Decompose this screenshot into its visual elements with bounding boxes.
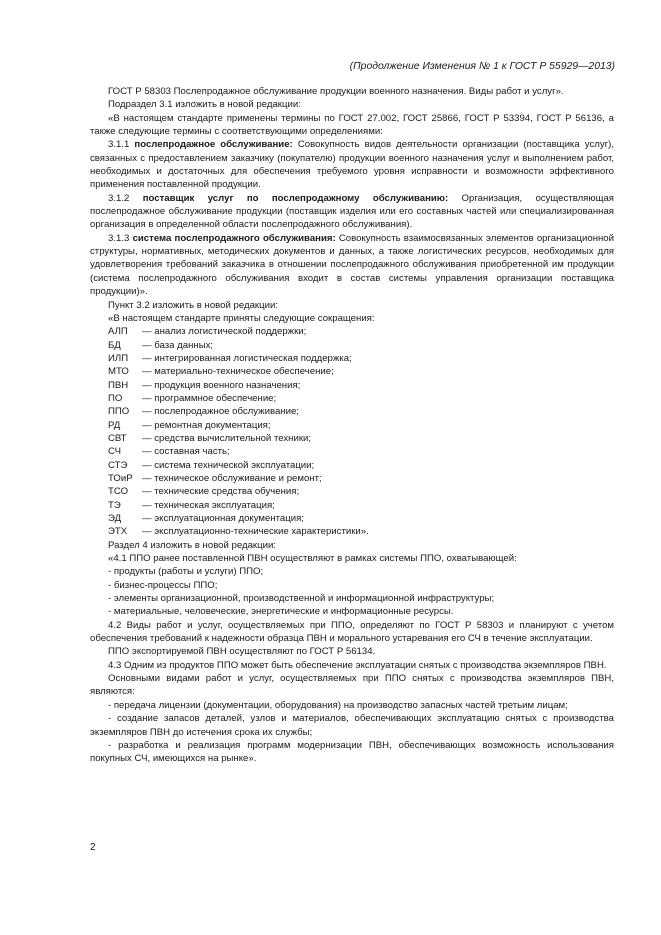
- abbreviation: МТО: [108, 366, 129, 378]
- abbreviation: ЭД: [108, 513, 122, 524]
- abbreviation-definition: — технические средства обучения;: [142, 486, 300, 498]
- paragraph: ГОСТ Р 58303 Послепродажное обслуживание продукции военного назначения. Виды работ и услуг».: [108, 86, 564, 97]
- abbreviation-row: [108, 352, 614, 365]
- abbreviation-definition: — эксплуатационно-технические характеристики».: [142, 526, 369, 538]
- abbreviation-definition: — эксплуатационная документация;: [142, 513, 304, 524]
- abbreviation-row: [108, 339, 614, 352]
- term-3-1-3: [90, 232, 614, 299]
- abbreviation-row: [108, 472, 614, 485]
- paragraph: Основными видами работ и услуг, осуществляемых при ППО снятых с производства экземпляров ПВН, являются:: [90, 673, 614, 698]
- abbreviation: ПВН: [108, 379, 129, 391]
- list-item: - элементы организационной, производственной и информационной инфраструктуры;: [108, 593, 495, 605]
- list-item: - разработка и реализация программ модернизации ПВН, обеспечивающих возможность использования покупных СЧ, имеющихся на рынке».: [90, 739, 614, 765]
- abbreviation: БД: [108, 339, 121, 351]
- abbreviation-definition: — техническая эксплуатация;: [142, 499, 275, 511]
- abbreviation: СТЭ: [108, 459, 128, 471]
- list-item: - материальные, человеческие, энергетические и информационные ресурсы.: [108, 606, 454, 618]
- abbreviation: ТЭ: [108, 499, 121, 511]
- abbreviation-row: [108, 365, 614, 378]
- abbreviation: АЛП: [108, 326, 128, 338]
- paragraph: 4.2 Виды работ и услуг, осуществляемых при ППО, определяют по ГОСТ Р 58303 и планируют с учетом обеспечения требований к надежности образца ПВН и морального устаревания его СЧ в течение эксплуатации.: [90, 619, 614, 645]
- abbreviation: ИЛП: [108, 352, 129, 364]
- paragraph: «4.1 ППО ранее поставленной ПВН осуществляют в рамках системы ППО, охватывающей:: [108, 553, 517, 565]
- abbreviation-definition: — материально-техническое обеспечение;: [142, 366, 334, 378]
- term-name: система послепродажного обслуживания:: [132, 232, 336, 244]
- abbreviation-definition: — база данных;: [142, 339, 214, 351]
- abbreviation-definition: — послепродажное обслуживание;: [142, 406, 299, 418]
- list-item: - бизнес-процессы ППО;: [108, 579, 218, 591]
- abbreviation: РД: [108, 419, 121, 431]
- abbreviation-definition: — система технической эксплуатации;: [142, 459, 315, 471]
- paragraph: Раздел 4 изложить в новой редакции:: [108, 539, 277, 551]
- abbreviation-row: [108, 325, 614, 338]
- abbreviation-row: [108, 525, 614, 538]
- paragraph: Пункт 3.2 изложить в новой редакции:: [108, 299, 278, 311]
- abbreviation-definition: — программное обеспечение;: [142, 392, 277, 404]
- abbreviation: СЧ: [108, 446, 122, 458]
- list-item: - продукты (работы и услуги) ППО;: [108, 566, 264, 578]
- running-header: (Продолжение Изменения № 1 к ГОСТ Р 55929—2013): [349, 61, 615, 72]
- list-item: - передача лицензии (документации, оборудования) на производство запасных частей третьим лицам;: [108, 699, 568, 711]
- abbreviation-definition: — техническое обслуживание и ремонт;: [142, 472, 322, 484]
- abbreviation-definition: — интегрированная логистическая поддержка;: [142, 352, 352, 364]
- term-definition: Совокупность видов деятельности организации (поставщика услуг), связанных с предоставлением заказчику (покупателю) продукции военного назначения услуг и выполнением работ, необходимых и достаточных для обеспечения требуемого уровня исправности и возможности эффективного применения поставленной продукции.: [90, 139, 614, 191]
- abbreviation-row: [108, 485, 614, 498]
- abbreviation-definition: — составная часть;: [142, 446, 230, 458]
- term-name: поставщик услуг по послепродажному обслуживанию:: [142, 192, 449, 204]
- abbreviation-row: [108, 405, 614, 418]
- abbreviation-row: [108, 432, 614, 445]
- paragraph: «В настоящем стандарте применены термины по ГОСТ 27.002, ГОСТ 25866, ГОСТ Р 53394, ГОСТ Р 56136, а также следующие термины с соответствующими определениями:: [90, 112, 614, 138]
- abbreviation-definition: — средства вычислительной техники;: [142, 432, 312, 444]
- abbreviation-row: [108, 392, 614, 405]
- term-number: 3.1.1: [108, 139, 135, 151]
- abbreviation-definition: — продукция военного назначения;: [142, 379, 301, 391]
- abbreviation-list: [108, 325, 614, 539]
- abbreviation-row: [108, 445, 614, 458]
- abbreviation-definition: — анализ логистической поддержки;: [142, 326, 307, 338]
- paragraph: ППО экспортируемой ПВН осуществляют по ГОСТ Р 56134.: [108, 646, 376, 658]
- list-item: - создание запасов деталей, узлов и материалов, обеспечивающих эксплуатацию снятых с производства экземпляров ПВН до истечения срока их службы;: [90, 713, 614, 738]
- term-definition: Совокупность взаимосвязанных элементов организационной структуры, нормативных, методических документов и данных, а также логистических ресурсов, необходимых для удовлетворения требований заказчика в отношении послепродажного обслуживания приобретенной им продукции (система послепродажного обслуживания входит в состав системы управления организации поставщика продукции)».: [90, 232, 614, 298]
- page-number: 2: [90, 842, 96, 853]
- abbreviation-definition: — ремонтная документация;: [142, 419, 271, 431]
- abbreviation: ТСО: [108, 486, 129, 498]
- abbreviation: ТОиР: [108, 472, 133, 484]
- abbreviation-row: [108, 379, 614, 392]
- abbreviation-row: [108, 512, 614, 525]
- abbreviation: ППО: [108, 406, 130, 418]
- abbreviation-row: [108, 459, 614, 472]
- paragraph: 4.3 Одним из продуктов ППО может быть обеспечение эксплуатации снятых с производства экземпляров ПВН.: [108, 659, 607, 671]
- abbreviation-row: [108, 419, 614, 432]
- abbreviation: СВТ: [108, 432, 127, 444]
- term-3-1-1: [90, 138, 614, 191]
- term-number: 3.1.3: [108, 232, 133, 244]
- abbreviation: ПО: [108, 392, 123, 404]
- paragraph: «В настоящем стандарте приняты следующие сокращения:: [108, 312, 375, 324]
- abbreviation: ЭТХ: [108, 526, 128, 538]
- term-number: 3.1.2: [108, 192, 143, 204]
- document-body: [90, 85, 614, 766]
- term-definition: Организация, осуществляющая послепродажное обслуживание продукции (поставщик изделия или его составных частей или специализированная организация в определенной области послепродажного обслуживания).: [90, 192, 614, 231]
- abbreviation-row: [108, 499, 614, 512]
- paragraph: Подраздел 3.1 изложить в новой редакции:: [108, 99, 301, 111]
- term-name: послепродажное обслуживание:: [134, 139, 293, 151]
- term-3-1-2: [90, 192, 614, 232]
